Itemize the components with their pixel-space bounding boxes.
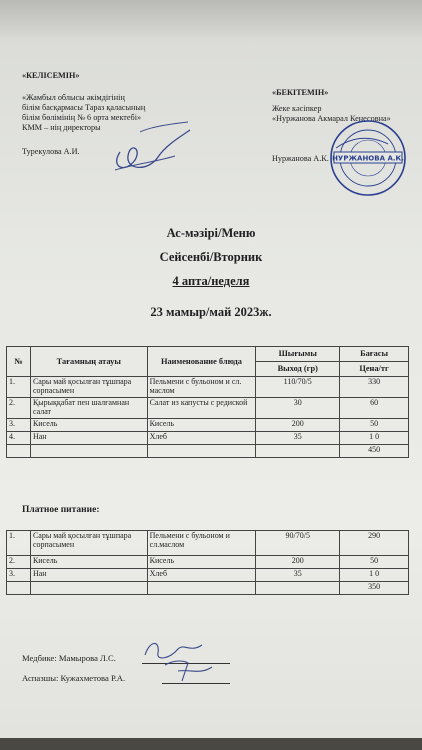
table-row [7,432,409,445]
cook-signature-label: Аспазшы: Кужахметова Р.А. [22,673,126,683]
row-price: 60 [340,398,409,419]
row-num: 2. [7,556,31,569]
row-yield: 90/70/5 [256,531,340,556]
row-yield: 200 [256,419,340,432]
row-price: 1 0 [340,432,409,445]
header-yield-ru: Выход (гр) [256,362,340,377]
row-price: 1 0 [340,569,409,582]
menu-date: 23 мамыр/май 2023ж. [150,305,272,319]
header-name-kz: Тағамның атауы [30,347,147,377]
row-name-ru: Хлеб [147,432,256,445]
row-name-ru: Пельмени с бульоном и сл.маслом [147,531,256,556]
row-name-kz: Нан [30,432,147,445]
table-row [7,569,409,582]
row-name-ru: Кисель [147,419,256,432]
row-name-kz: Сары май қосылған тұшпара сорпасымен [30,531,147,556]
table-row [7,556,409,569]
menu-title: Ас-мәзірі/Меню [166,226,256,240]
approval-right-signer: Нуржанова А.К. [272,154,329,163]
row-name-kz: Кисель [30,556,147,569]
row-name-ru: Хлеб [147,569,256,582]
header-yield-kz: Шығымы [256,347,340,362]
table-total-row [7,445,409,458]
table-row [7,419,409,432]
total-price: 350 [340,582,409,595]
total-price: 450 [340,445,409,458]
menu-table [6,346,409,458]
row-price: 330 [340,377,409,398]
row-price: 50 [340,419,409,432]
header-price-ru: Цена/тг [340,362,409,377]
approval-left-signer: Турекулова А.И. [22,147,80,156]
menu-week: 4 апта/неделя [172,274,250,288]
table-row [7,398,409,419]
row-price: 50 [340,556,409,569]
menu-day: Сейсенбі/Вторник [159,250,263,264]
table-total-row [7,582,409,595]
approval-right-line-2: «Нуржанова Акмарал Кенесовна» [272,114,391,123]
row-name-kz: Нан [30,569,147,582]
approval-right-line-1: Жеке кәсіпкер [272,104,322,113]
header-price-kz: Бағасы [340,347,409,362]
row-num: 3. [7,419,31,432]
page-top-shadow [0,0,422,38]
approval-left-line-4: КММ – нің директоры [22,123,101,132]
row-num: 1. [7,531,31,556]
approval-left-line-3: білім бөлімінің № 6 орта мектебі» [22,113,142,122]
row-num: 4. [7,432,31,445]
table-row [7,531,409,556]
approval-right-title: «БЕКІТЕМІН» [272,88,329,97]
row-name-ru: Салат из капусты с редиской [147,398,256,419]
nurse-signature-label: Медбике: Мамырова Л.С. [22,653,116,663]
table-row [7,377,409,398]
approval-left-line-1: «Жамбыл облысы әкімдігінің [22,93,125,102]
header-name-ru: Наименование блюда [147,347,256,377]
row-name-kz: Кисель [30,419,147,432]
approval-left-line-2: білім басқармасы Тараз қаласының [22,103,146,112]
row-yield: 110/70/5 [256,377,340,398]
row-name-ru: Пельмени с бульоном и сл. маслом [147,377,256,398]
entrepreneur-stamp [328,118,408,198]
row-num: 3. [7,569,31,582]
row-yield: 30 [256,398,340,419]
row-yield: 200 [256,556,340,569]
row-name-kz: Сары май қосылған тұшпара сорпасымен [30,377,147,398]
row-price: 290 [340,531,409,556]
paid-section-title: Платное питание: [22,505,100,515]
header-num: № [7,347,31,377]
approval-left-title: «КЕЛІСЕМІН» [22,71,80,80]
row-yield: 35 [256,569,340,582]
row-yield: 35 [256,432,340,445]
table-header-row [7,347,409,362]
director-signature [100,112,195,182]
background-surface [0,738,422,750]
row-name-kz: Қырыққабат пен шалғамнан салат [30,398,147,419]
stamp-name: НУРЖАНОВА А.К. [332,154,404,163]
row-num: 2. [7,398,31,419]
row-name-ru: Кисель [147,556,256,569]
paid-table [6,530,409,595]
cook-signature [160,655,220,685]
row-num: 1. [7,377,31,398]
